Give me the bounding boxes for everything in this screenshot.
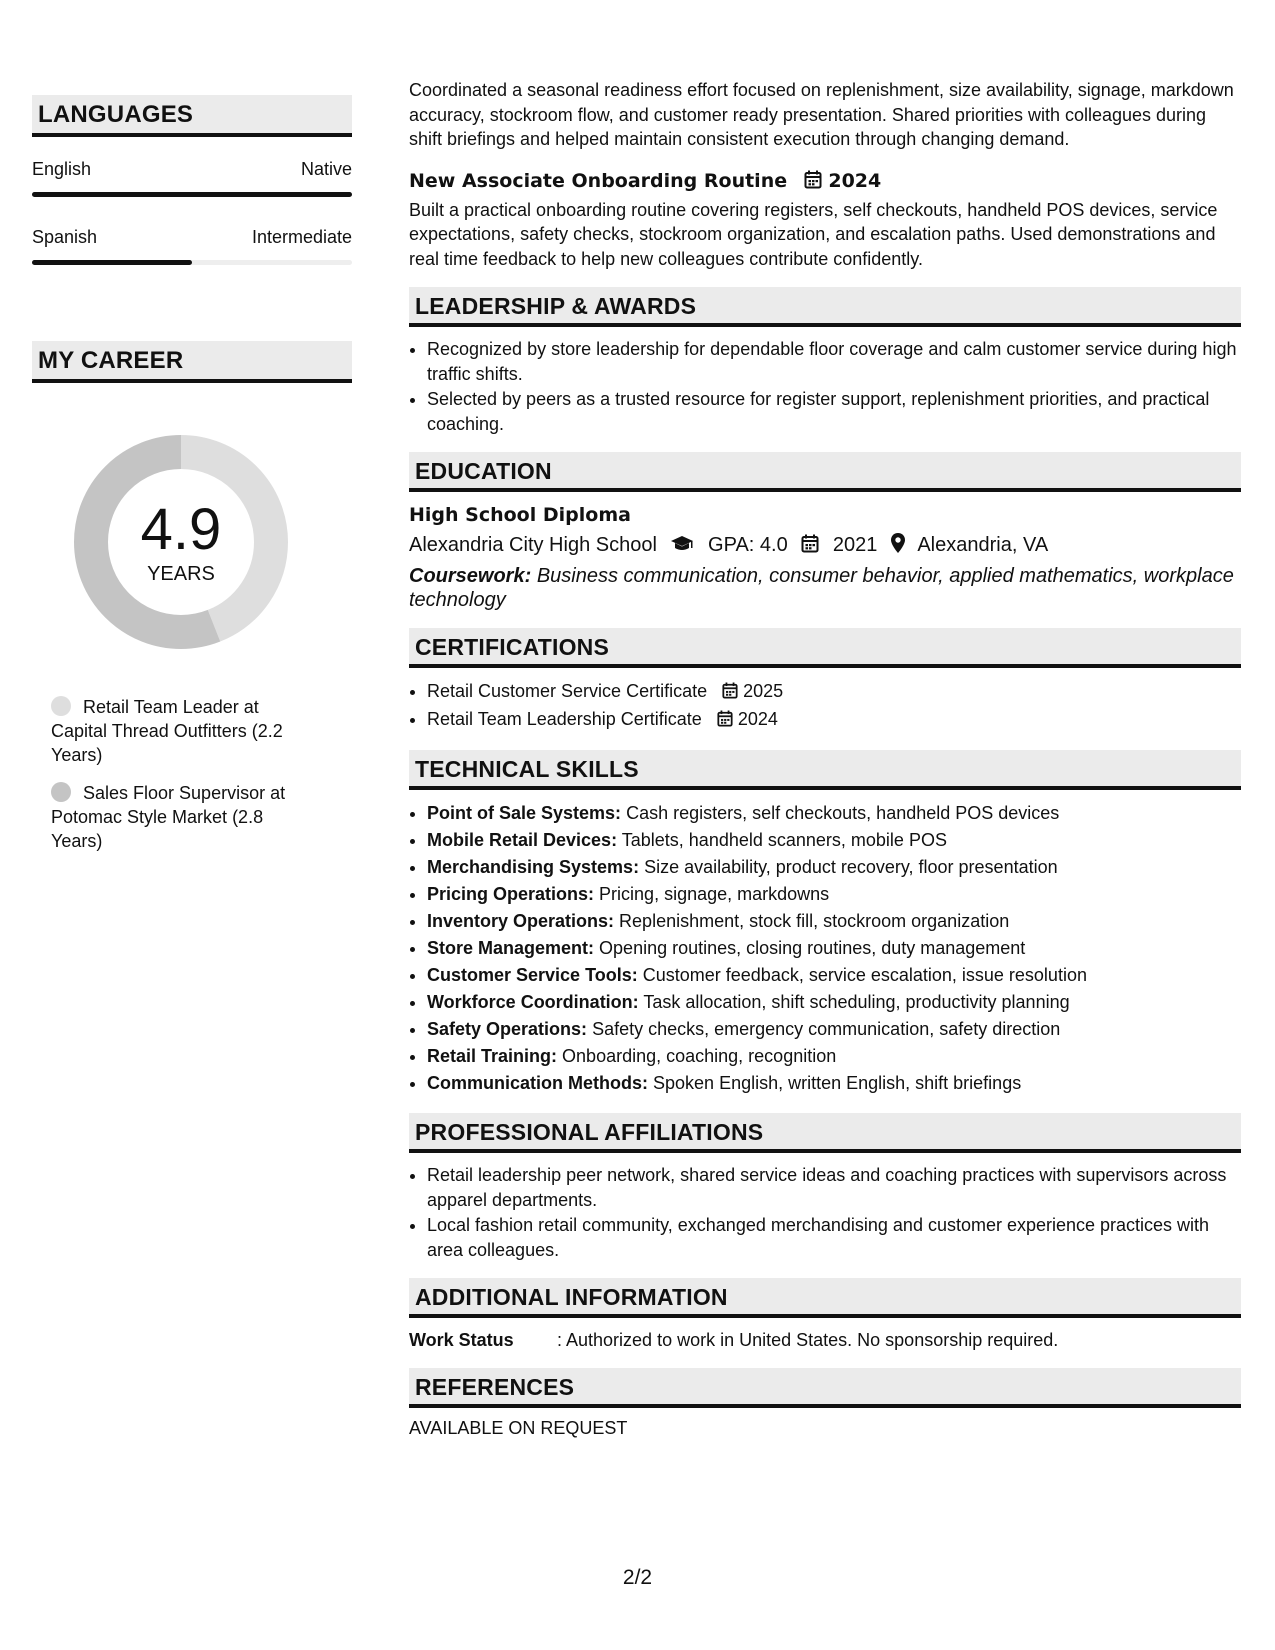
skill-label: Mobile Retail Devices: — [427, 830, 618, 850]
skill-label: Merchandising Systems: — [427, 857, 640, 877]
skill-item — [427, 962, 1241, 989]
skill-label: Point of Sale Systems: — [427, 803, 622, 823]
skill-value: Tablets, handheld scanners, mobile POS — [621, 830, 947, 850]
skill-value: Onboarding, coaching, recognition — [562, 1046, 837, 1066]
skill-value: Spoken English, written English, shift briefings — [653, 1073, 1022, 1093]
skill-value: Replenishment, stock fill, stockroom organization — [619, 911, 1010, 931]
career-total-years: 4.9 — [140, 497, 222, 562]
skills-section — [409, 750, 1241, 1097]
skill-value: Pricing, signage, markdowns — [599, 884, 830, 904]
affiliations-section — [409, 1113, 1241, 1262]
coursework-text: Business communication, consumer behavior, applied mathematics, workplace technology — [409, 565, 1234, 611]
language-name: Spanish — [32, 227, 98, 247]
location-pin-icon — [891, 532, 905, 562]
skill-item — [427, 800, 1241, 827]
skill-label: Pricing Operations: — [427, 884, 595, 904]
references-heading: REFERENCES — [409, 1368, 1241, 1408]
certifications-list — [409, 678, 1241, 734]
career-role-text: Sales Floor Supervisor at Potomac Style Market (2.8 Years) — [51, 783, 286, 851]
work-status-row — [409, 1328, 1241, 1352]
language-name: English — [32, 159, 92, 179]
additional-heading: ADDITIONAL INFORMATION — [409, 1278, 1241, 1318]
education-coursework — [409, 564, 1241, 612]
skill-value: Task allocation, shift scheduling, productivity planning — [643, 992, 1070, 1012]
leadership-item: • Recognized by store leadership for dependable floor coverage and calm customer service during high traffic shifts. — [427, 337, 1241, 386]
education-section — [409, 452, 1241, 612]
skill-value: Opening routines, closing routines, duty management — [599, 938, 1026, 958]
certifications-section — [409, 628, 1241, 734]
legend-dot-icon — [51, 782, 71, 802]
work-status-label: Work Status — [409, 1330, 514, 1350]
additional-section — [409, 1278, 1241, 1352]
skill-item — [427, 989, 1241, 1016]
skill-item — [427, 1016, 1241, 1043]
project-title-row — [409, 168, 1241, 196]
certification-name: Retail Customer Service Certificate — [427, 681, 708, 701]
language-bar — [32, 260, 352, 265]
graduation-cap-icon — [670, 532, 694, 562]
skill-item — [427, 881, 1241, 908]
affiliation-item: • Local fashion retail community, exchanged merchandising and customer experience practices with area colleagues. — [427, 1213, 1241, 1262]
skill-item — [427, 827, 1241, 854]
education-meta — [409, 530, 1241, 562]
certification-name: Retail Team Leadership Certificate — [427, 709, 702, 729]
project-description: Built a practical onboarding routine covering registers, self checkouts, handheld POS devices, service expectations, safety checks, stockroom organization, and escalation paths. Used demonstrations and real time feedback to help new colleagues contribute confidently. — [409, 199, 1218, 269]
legend-dot-icon — [51, 696, 71, 716]
career-donut-chart — [66, 427, 296, 657]
language-level: Native — [300, 159, 352, 179]
project-year: 2024 — [828, 169, 882, 192]
language-item — [32, 159, 352, 197]
education-location: Alexandria, VA — [917, 534, 1049, 556]
leadership-heading: LEADERSHIP & AWARDS — [409, 287, 1241, 327]
left-column — [32, 95, 352, 853]
language-item — [32, 227, 352, 265]
skill-item — [427, 935, 1241, 962]
career-role-item — [51, 695, 313, 767]
skill-item — [427, 908, 1241, 935]
calendar-icon — [717, 708, 733, 734]
language-bar-fill — [32, 192, 352, 197]
page-number: 2/2 — [622, 1566, 653, 1589]
certification-year: 2024 — [737, 709, 778, 729]
project-title: New Associate Onboarding Routine — [409, 169, 788, 192]
certification-year: 2025 — [743, 681, 784, 701]
education-gpa: GPA: 4.0 — [708, 534, 788, 556]
skill-value: Customer feedback, service escalation, issue resolution — [642, 965, 1087, 985]
skill-label: Safety Operations: — [427, 1019, 588, 1039]
coursework-label: Coursework: — [409, 565, 532, 587]
certifications-heading: CERTIFICATIONS — [409, 628, 1241, 668]
right-column — [409, 78, 1241, 1439]
skill-value: Size availability, product recovery, floor presentation — [644, 857, 1058, 877]
leadership-item: • Selected by peers as a trusted resource for register support, replenishment priorities, and practical coaching. — [427, 387, 1241, 436]
skill-value: Safety checks, emergency communication, safety direction — [592, 1019, 1061, 1039]
work-status-value: : Authorized to work in United States. No sponsorship required. — [557, 1330, 1059, 1350]
skill-label: Store Management: — [427, 938, 595, 958]
skill-label: Workforce Coordination: — [427, 992, 639, 1012]
references-text: AVAILABLE ON REQUEST — [409, 1418, 628, 1438]
skill-value: Cash registers, self checkouts, handheld POS devices — [626, 803, 1060, 823]
career-heading: MY CAREER — [32, 341, 352, 383]
certification-item — [427, 706, 1241, 734]
calendar-icon — [801, 532, 819, 562]
affiliation-item: • Retail leadership peer network, shared service ideas and coaching practices with supervisors across apparel departments. — [427, 1163, 1241, 1212]
language-level: Intermediate — [251, 227, 352, 247]
skill-item — [427, 854, 1241, 881]
experience-paragraph: Coordinated a seasonal readiness effort focused on replenishment, size availability, signage, markdown accuracy, stockroom flow, and customer ready presentation. Shared priorities with colleagues during shift briefings and helped maintain consistent execution through changing demand. — [409, 80, 1234, 149]
skill-item — [427, 1043, 1241, 1070]
career-years-label: YEARS — [147, 563, 215, 585]
education-heading: EDUCATION — [409, 452, 1241, 492]
language-bar-fill — [32, 260, 192, 265]
affiliations-heading: PROFESSIONAL AFFILIATIONS — [409, 1113, 1241, 1153]
references-section — [409, 1368, 1241, 1439]
skill-label: Communication Methods: — [427, 1073, 648, 1093]
skills-heading: TECHNICAL SKILLS — [409, 750, 1241, 790]
leadership-list — [409, 337, 1241, 436]
skill-item — [427, 1070, 1241, 1097]
education-degree: High School Diploma — [409, 504, 631, 526]
calendar-icon — [804, 170, 822, 196]
language-bar — [32, 192, 352, 197]
skill-label: Customer Service Tools: — [427, 965, 638, 985]
career-role-item — [51, 781, 313, 853]
languages-heading: LANGUAGES — [32, 95, 352, 137]
education-school: Alexandria City High School — [409, 534, 657, 556]
career-role-text: Retail Team Leader at Capital Thread Outfitters (2.2 Years) — [51, 697, 283, 765]
affiliations-list — [409, 1163, 1241, 1262]
education-year: 2021 — [832, 534, 878, 556]
calendar-icon — [722, 680, 738, 706]
skill-label: Retail Training: — [427, 1046, 558, 1066]
skills-list — [409, 800, 1241, 1097]
skill-label: Inventory Operations: — [427, 911, 615, 931]
leadership-section — [409, 287, 1241, 436]
certification-item — [427, 678, 1241, 706]
